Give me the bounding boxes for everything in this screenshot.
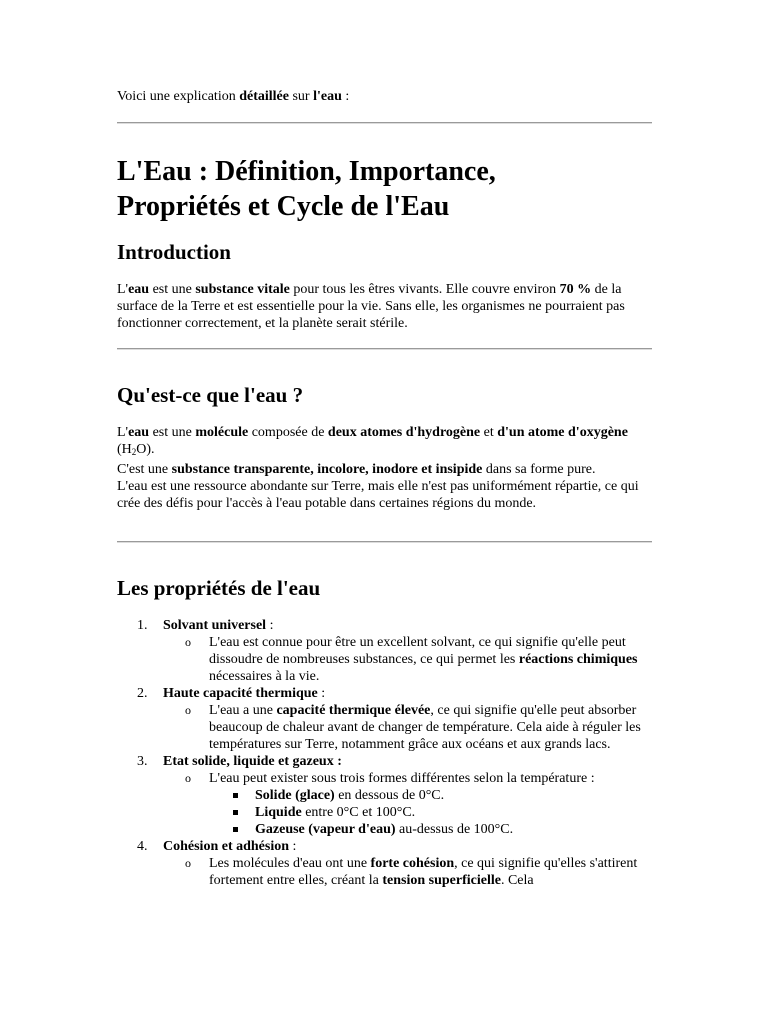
list-item: 3. Etat solide, liquide et gazeux : o L'eau peut exister sous trois formes différentes selon la température : Solide (glace) en dessous de 0°C. Liquide entre 0°C et 100°C. Gazeuse (vapeur d'eau) au-dessus de 100°C. bbox=[117, 753, 657, 838]
page-title: L'Eau : Définition, Importance, Propriétés et Cycle de l'Eau bbox=[117, 156, 496, 222]
paragraph-what-is-water: L'eau est une molécule composée de deux atomes d'hydrogène et d'un atome d'oxygène $(H_2O)$. C'est une substance transparente, incolore, inodore et insipide dans sa forme pure. L'eau est une ressource abondante sur Terre, mais elle n'est pas uniformément répartie, ce qui crée des défis pour l'accès à l'eau potable dans certaines régions du monde. bbox=[117, 425, 639, 511]
paragraph-introduction: L'eau est une substance vitale pour tous les êtres vivants. Elle couvre environ 70 % de la surface de la Terre et est essentielle pour la vie. Sans elle, les organismes ne pourraient pas fonctionner correctement, et la planète serait stérile. bbox=[117, 282, 625, 331]
intro-line: Voici une explication détaillée sur l'eau : bbox=[117, 89, 350, 104]
divider-3 bbox=[117, 541, 652, 543]
list-item: o L'eau peut exister sous trois formes différentes selon la température : Solide (glace) en dessous de 0°C. Liquide entre 0°C et 100°C. Gazeuse (vapeur d'eau) au-dessus de 100°C. bbox=[163, 770, 657, 838]
square-bullet-icon bbox=[233, 810, 238, 815]
list-item: o L'eau est connue pour être un excellent solvant, ce qui signifie qu'elle peut dissoudre de nombreuses substances, ce qui permet les réactions chimiques nécessaires à la vie. bbox=[185, 635, 638, 684]
divider-1 bbox=[117, 122, 652, 124]
heading-what-is-water: Qu'est-ce que l'eau ? bbox=[117, 383, 304, 407]
square-bullet-icon bbox=[233, 827, 238, 832]
properties-list bbox=[117, 617, 657, 889]
list-item: 2. Haute capacité thermique : o L'eau a une capacité thermique élevée, ce qui signifie qu'elle peut absorber beaucoup de chaleur avant de changer de température. Cela aide à réguler les températures sur Terre, notamment grâce aux océans et aux grands lacs. bbox=[117, 685, 657, 753]
heading-introduction: Introduction bbox=[117, 240, 231, 264]
list-item: 1. Solvant universel : o L'eau est connue pour être un excellent solvant, ce qui signifie qu'elle peut dissoudre de nombreuses substances, ce qui permet les réactions chimiques nécessaires à la vie. bbox=[117, 617, 657, 685]
list-item: o L'eau a une capacité thermique élevée, ce qui signifie qu'elle peut absorber beaucoup de chaleur avant de changer de température. Cela aide à réguler les températures sur Terre, notamment grâce aux océans et aux grands lacs. bbox=[185, 703, 641, 752]
list-item: Solide (glace) en dessous de 0°C. bbox=[209, 787, 657, 804]
list-item: o Les molécules d'eau ont une forte cohésion, ce qui signifie qu'elles s'attirent fortement entre elles, créant la tension superficielle. Cela bbox=[185, 856, 638, 888]
list-item: 4. Cohésion et adhésion : o Les molécules d'eau ont une forte cohésion, ce qui signifie qu'elles s'attirent fortement entre elles, créant la tension superficielle. Cela bbox=[117, 838, 657, 889]
heading-properties: Les propriétés de l'eau bbox=[117, 576, 321, 600]
list-item: Gazeuse (vapeur d'eau) au-dessus de 100°C. bbox=[209, 821, 657, 838]
square-bullet-icon bbox=[233, 793, 238, 798]
list-item: Liquide entre 0°C et 100°C. bbox=[209, 804, 657, 821]
divider-2 bbox=[117, 348, 652, 350]
